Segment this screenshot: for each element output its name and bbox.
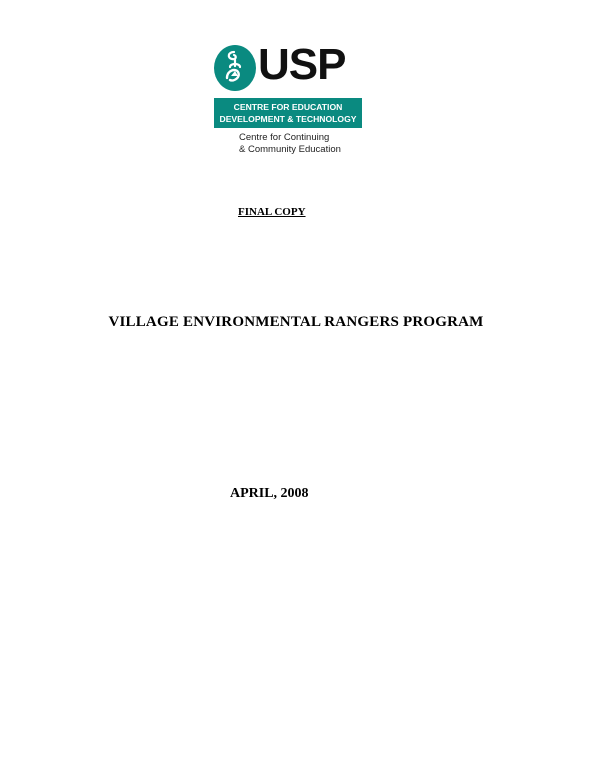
final-copy-label: FINAL COPY (238, 206, 306, 218)
logo-wordmark: USP (258, 40, 346, 89)
logo-sub-line-2: & Community Education (239, 144, 341, 155)
document-title-text: VILLAGE ENVIRONMENTAL RANGERS PROGRAM (108, 314, 484, 330)
logo-sub-line-1: Centre for Continuing (239, 132, 330, 143)
usp-logo (214, 40, 364, 159)
document-date: APRIL, 2008 (230, 486, 309, 501)
logo-band-line-2: DEVELOPMENT & TECHNOLOGY (219, 114, 357, 124)
logo-band-line-1: CENTRE FOR EDUCATION (233, 102, 343, 112)
usp-emblem-icon (214, 44, 258, 92)
logo-subtitle (239, 132, 341, 156)
logo-band (214, 98, 362, 128)
document-title (0, 314, 600, 331)
